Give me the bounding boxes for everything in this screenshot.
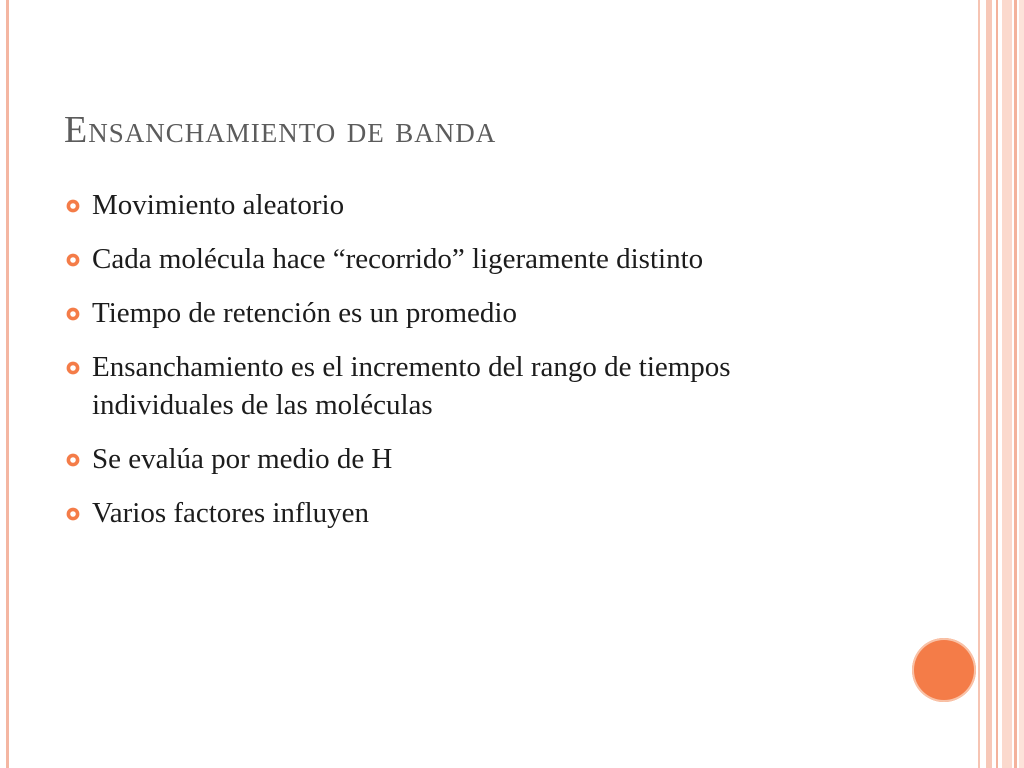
bullet-icon [66,453,80,467]
bullet-text: Movimiento aleatorio [92,189,345,221]
bullet-text: Cada molécula hace “recorrido” ligeramente distinto [92,243,704,275]
stripe [978,0,980,768]
bullet-item [64,294,864,332]
stripe [986,0,992,768]
bullet-item [64,240,864,278]
bullet-icon [66,361,80,375]
bullet-text: Se evalúa por medio de H [92,443,393,475]
slide-title: Ensanchamiento de banda [64,109,497,151]
bullet-icon [66,253,80,267]
bullet-text: Ensanchamiento es el incremento del rango de tiempos individuales de las moléculas [92,351,731,421]
bullet-icon [66,307,80,321]
bullet-list [64,186,864,548]
stripe [996,0,998,768]
bullet-item [64,348,864,424]
bullet-icon [66,507,80,521]
bullet-icon [66,199,80,213]
right-decorative-stripes [976,0,1024,768]
bullet-item [64,186,864,224]
orange-circle-icon [912,638,976,702]
bullet-text: Varios factores influyen [92,497,370,529]
stripe [1014,0,1017,768]
stripe [1002,0,1012,768]
stripe [1019,0,1024,768]
bullet-item [64,494,864,532]
bullet-text: Tiempo de retención es un promedio [92,297,517,329]
bullet-item [64,440,864,478]
left-border-line [6,0,9,768]
